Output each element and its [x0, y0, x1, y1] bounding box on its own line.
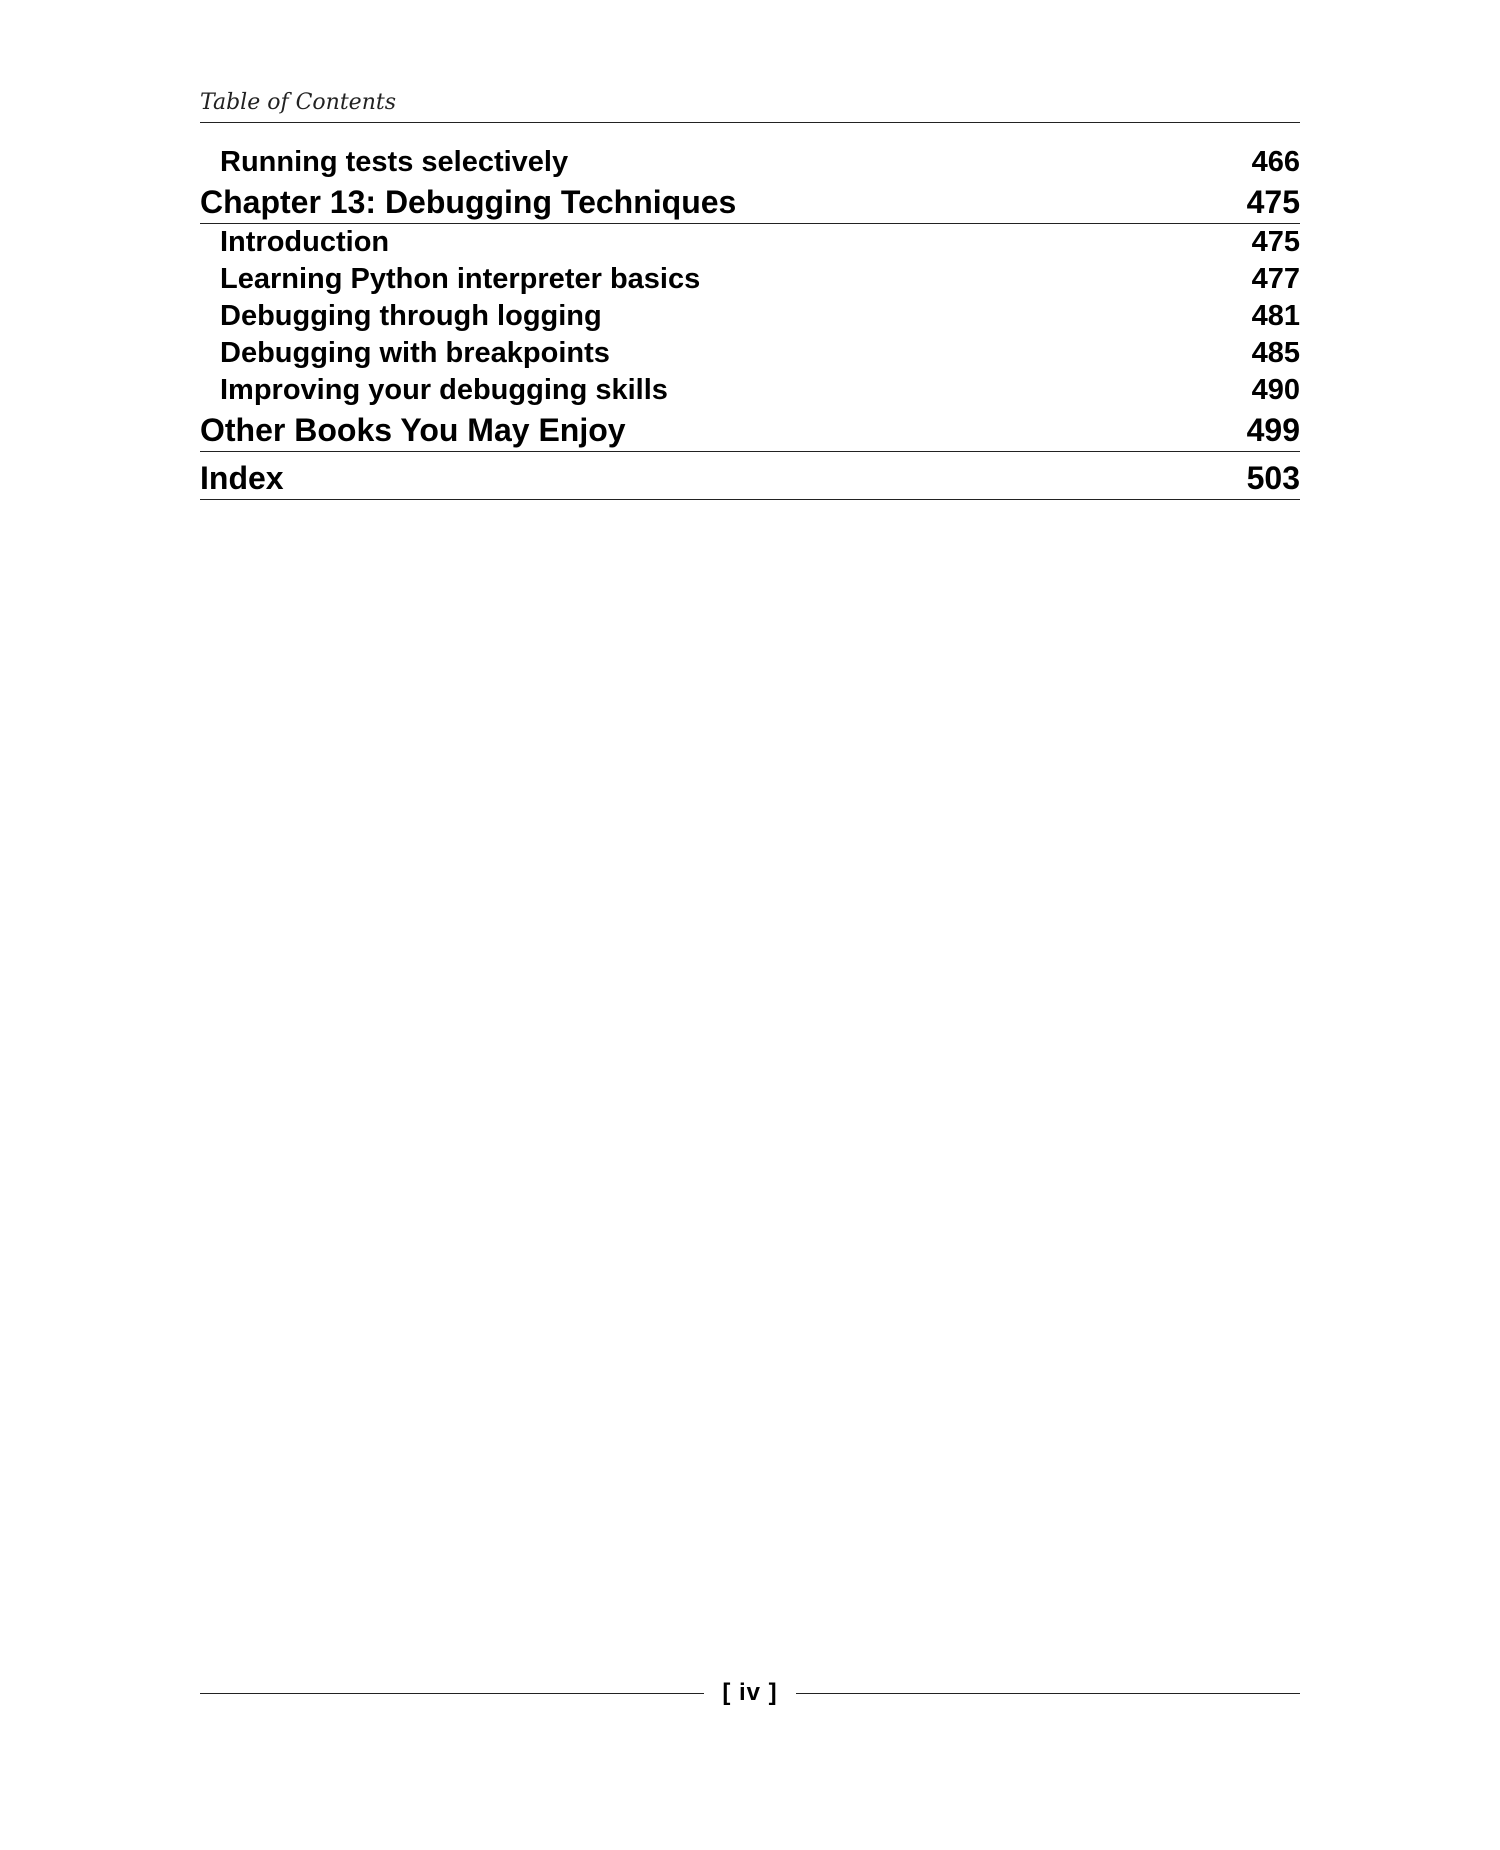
page-footer	[200, 1675, 1300, 1711]
toc-entry-page-number: 485	[1251, 337, 1300, 369]
toc-entry-title: Debugging with breakpoints	[220, 337, 610, 369]
toc-entry-title: Running tests selectively	[220, 146, 569, 178]
toc-entry-introduction[interactable]	[200, 224, 1300, 261]
toc-entry-debugging-with-breakpoints[interactable]	[200, 335, 1300, 372]
table-of-contents	[200, 144, 1300, 500]
toc-entry-improving-debugging-skills[interactable]	[200, 372, 1300, 409]
toc-entry-page-number: 477	[1251, 263, 1300, 295]
running-header-title: Table of Contents	[200, 90, 397, 115]
toc-entry-title: Debugging through logging	[220, 300, 602, 332]
footer-rule-left	[200, 1693, 704, 1694]
toc-entry-page-number: 475	[1251, 226, 1300, 258]
toc-entry-title: Chapter 13: Debugging Techniques	[200, 184, 737, 220]
toc-entry-page-number: 475	[1246, 184, 1300, 220]
page-number: [ iv ]	[722, 1679, 778, 1706]
toc-entry-title: Other Books You May Enjoy	[200, 412, 626, 448]
toc-entry-page-number: 503	[1246, 460, 1300, 496]
toc-entry-title: Improving your debugging skills	[220, 374, 668, 406]
toc-entry-page-number: 481	[1251, 300, 1300, 332]
toc-entry-page-number: 466	[1251, 146, 1300, 178]
toc-entry-page-number: 490	[1251, 374, 1300, 406]
toc-entry-title: Introduction	[220, 226, 390, 258]
toc-entry-python-interpreter-basics[interactable]	[200, 261, 1300, 298]
document-page	[200, 0, 1300, 1850]
toc-entry-title: Index	[200, 460, 284, 496]
toc-entry-page-number: 499	[1246, 412, 1300, 448]
toc-entry-other-books[interactable]	[200, 409, 1300, 452]
toc-entry-debugging-through-logging[interactable]	[200, 298, 1300, 335]
toc-entry-title: Learning Python interpreter basics	[220, 263, 701, 295]
toc-entry-index[interactable]	[200, 457, 1300, 500]
toc-entry-chapter-13[interactable]	[200, 181, 1300, 224]
toc-entry-running-tests-selectively[interactable]	[200, 144, 1300, 181]
running-header	[200, 88, 1300, 123]
footer-rule-right	[796, 1693, 1300, 1694]
